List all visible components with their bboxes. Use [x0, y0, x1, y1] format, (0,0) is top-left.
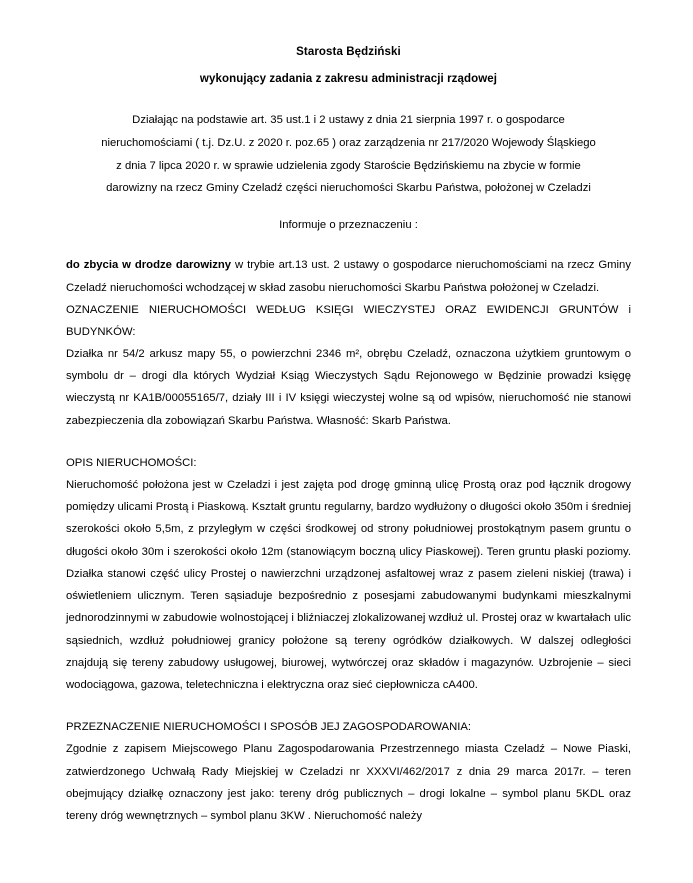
intro-line-2: nieruchomościami ( t.j. Dz.U. z 2020 r. poz.65 ) oraz zarządzenia nr 217/2020 Wojewody Śląskiego	[101, 136, 596, 149]
informuje-line: Informuje o przeznaczeniu :	[279, 218, 418, 231]
disposal-paragraph	[66, 254, 631, 299]
intro-block	[66, 109, 631, 199]
designation-body: Działka nr 54/2 arkusz mapy 55, o powierzchni 2346 m², obrębu Czeladź, oznaczona użytkiem gruntowym o symbolu dr – drogi dla których Wydział Ksiąg Wieczystych Sądu Rejonowego w Będzinie prowadzi księgę wieczystą nr KA1B/00055165/7, działy III i IV księgi wieczystej wolne są od wpisów, nieruchomość nie stanowi zabezpieczenia dla zobowiązań Skarbu Państwa. Własność: Skarb Państwa.	[66, 347, 631, 427]
page-subtitle: wykonujący zadania z zakresu administracji rządowej	[199, 72, 498, 85]
description-body: Nieruchomość położona jest w Czeladzi i jest zajęta pod drogę gminną ulicę Prostą oraz pod łącznik drogowy pomiędzy ulicami Prostą i Piaskową. Kształt gruntu regularny, bardzo wydłużony o długości około 350m i średniej szerokości około 5,5m, z przyległym w części środkowej od strony południowej prostokątnym pasem gruntu o długości około 30m i szerokości około 12m (stanowiącym boczną ulicy Piaskowej). Teren gruntu płaski poziomy. Działka stanowi część ulicy Prostej o nawierzchni urządzonej asfaltowej wraz z pasem zieleni niskiej (trawa) i oświetleniem ulicznym. Teren sąsiaduje bezpośrednio z posesjami zabudowanymi budynkami mieszkalnymi jednorodzinnymi w zabudowie wolnostojącej i bliźniaczej zlokalizowanej wzdłuż ul. Prostej oraz w kwartałach ulic sąsiednich, wzdłuż południowej granicy położone są tereny ogródków działkowych. W dalszej odległości znajdują się tereny zabudowy usługowej, biurowej, wytwórczej oraz składów i magazynów. Uzbrojenie – sieci wodociągowa, gazowa, teletechniczna i elektryczna oraz sieć ciepłownicza cA400.	[66, 478, 631, 692]
description-heading: OPIS NIERUCHOMOŚCI:	[66, 456, 197, 469]
purpose-body: Zgodnie z zapisem Miejscowego Planu Zagospodarowania Przestrzennego miasta Czeladź – Nowe Piaski, zatwierdzonego Uchwałą Rady Miejskiej w Czeladzi nr XXXVI/462/2017 z dnia 29 marca 2017r. – teren obejmujący działkę oznaczony jest jako: tereny dróg publicznych – drogi lokalne – symbol planu 5KDL oraz tereny dróg wewnętrznych – symbol planu 3KW . Nieruchomość należy	[66, 743, 631, 823]
intro-line-4: darowizny na rzecz Gminy Czeladź części nieruchomości Skarbu Państwa, położonej w Czeladzi	[106, 182, 591, 195]
designation-heading: OZNACZENIE NIERUCHOMOŚCI WEDŁUG KSIĘGI WIECZYSTEJ ORAZ EWIDENCJI GRUNTÓW i BUDYNKÓW:	[66, 303, 631, 338]
intro-line-3: z dnia 7 lipca 2020 r. w sprawie udzielenia zgody Staroście Będzińskiemu na zbycie w formie	[116, 159, 581, 172]
disposal-rest: w trybie art.13 ust. 2 ustawy o gospodarce nieruchomościami na rzecz Gminy Czeladź nieruchomości wchodzącej w skład zasobu nieruchomości Skarbu Państwa położonej w Czeladzi.	[66, 259, 631, 294]
page-title: Starosta Będziński	[296, 46, 401, 58]
disposal-bold-lead: do zbycia w drodze darowizny	[66, 259, 232, 272]
intro-line-1: Działając na podstawie art. 35 ust.1 i 2 ustawy z dnia 21 sierpnia 1997 r. o gospodarce	[132, 114, 565, 127]
purpose-heading: PRZEZNACZENIE NIERUCHOMOŚCI I SPOSÓB JEJ ZAGOSPODAROWANIA:	[66, 721, 472, 734]
